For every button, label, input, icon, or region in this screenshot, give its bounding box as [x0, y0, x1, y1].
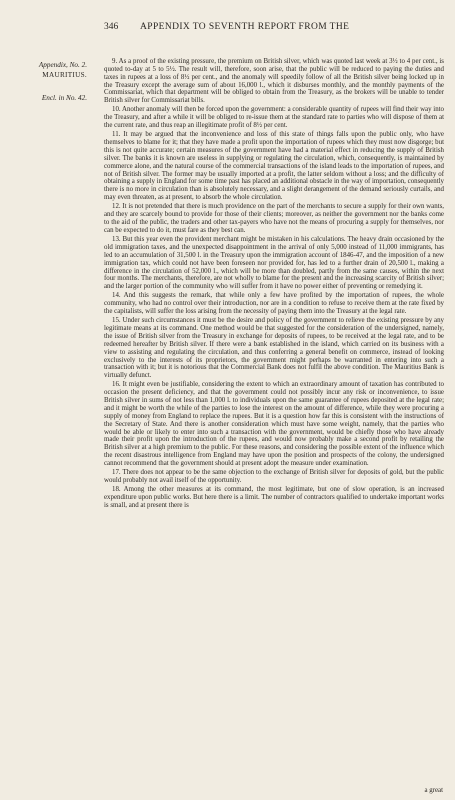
running-title: APPENDIX TO SEVENTH REPORT FROM THE — [140, 22, 350, 32]
margin-note-appendix: Appendix, No. 2. — [38, 61, 87, 69]
paragraph-13: 13. But this year even the provident merchant might be mistaken in his calculations. The heavy drain occasioned by the old immigration taxes, and the unexpected disappointment in the arrival of only 5,000 instead of 11,000 immigrants, has led to an accumulation of 31,500 l. in the Treasury upon the immigration account of 1846-47, and the imposition of a new immigration tax, which could not have been foreseen nor provided for, has led to a further drain of 20,500 l., making a difference in the circulation of 52,000 l., which will be more than doubled, partly from the same causes, within the next four months. The merchants, therefore, are not wholly to blame for the present and the increasing scarcity of British silver; and the larger portion of the community who will suffer from it have no power either of preventing or remedying it. — [104, 236, 444, 291]
margin-note-enclosure: Encl. in No. 42. — [41, 94, 87, 102]
page-header — [0, 22, 455, 36]
paragraph-10: 10. Another anomaly will then be forced upon the government: a considerable quantity of rupees will find their way into the Treasury, and after a while it will be obliged to re-issue them at the standard rate to parties who will dispose of them at the current rate, and thus reap an illegitimate profit of 8½ per cent. — [104, 106, 444, 130]
paragraph-16: 16. It might even be justifiable, considering the extent to which an extraordinary amount of taxation has contributed to occasion the present deficiency, and that the government could not possibly incur any risk or inconvenience, to issue British silver in sums of not less than 1,000 l. to individuals upon the same guarantee of rupees deposited at the legal rate; and it might be worth the while of the parties to lose the interest on the amount of difference, while they were procuring a supply of money from England to replace the rupees. But it is a question how far this is consistent with the instructions of the Secretary of State. And there is another consideration which must have some weight, namely, that the parties who would be able or likely to enter into such a transaction with the government, would be chiefly those who have already made their profit upon the introduction of the rupees, and would now probably make a second profit by retailing the British silver at a high premium to the public. For these reasons, and considering the possible extent of the influence which the recent disastrous intelligence from England may have upon the position and prospects of the colony, the undersigned cannot recommend that the government should at present adopt the measure under examination. — [104, 381, 444, 467]
paragraph-12: 12. It is not pretended that there is much providence on the part of the merchants to secure a supply for their own wants, and they are scarcely bound to provide for those of their clients; moreover, as neither the government nor the banks come to the aid of the public, the traders and other tax-payers who have not the means of procuring a supply for themselves, nor can be expected to do it, must fare as they best can. — [104, 203, 444, 234]
page-number: 346 — [104, 22, 119, 32]
paragraph-9: 9. As a proof of the existing pressure, the premium on British silver, which was quoted last week at 3½ to 4 per cent., is quoted to-day at 5 to 5½. The result will, therefore, soon arise, that the public will be reduced to paying the duties and taxes in rupees at a loss of 8½ per cent., and the anomaly will speedily follow of all the British silver being locked up in the Treasury except the average sum of about 16,000 l., which it disburses monthly, and the monthly payments of the Commissariat, which that department will be obliged to obtain from the Treasury, as the brokers will be unable to tender British silver for Commissariat bills. — [104, 58, 444, 105]
body-text — [104, 58, 444, 790]
paragraph-14: 14. And this suggests the remark, that while only a few have profited by the importation of rupees, the whole community, who had no control over their introduction, nor are in a condition to refuse to receive them at the rate fixed by the capitalists, will suffer the loss arising from the necessity of paying them into the Treasury at the legal rate. — [104, 292, 444, 316]
paragraph-18: 18. Among the other measures at its command, the most legitimate, but one of slow operation, is an increased expenditure upon public works. But here there is a limit. The number of contractors qualified to undertake important works is small, and at present there is — [104, 486, 444, 509]
paragraph-11: 11. It may be argued that the inconvenience and loss of this state of things falls upon the public only, who have themselves to blame for it; that they have made a profit upon the importation of rupees which they must now disgorge; but this is not quite accurate; certain measures of the government have had a material effect in reducing the supply of British silver. The banks it is known are useless in supplying or regulating the circulation, which, consequently, is maintained by commerce alone, and the natural course of the commercial transactions of the island leads to the importation of rupees, and not of British silver. The former may be usually imported at a profit, the latter seldom without a loss; and the difficulty of obtaining a supply in England for some time past has placed an additional obstacle in the way of importation, consequently there is no more in circulation than is absolutely necessary, and a slight derangement of the demand seriously curtails, and may even threaten, as at present, to absorb the whole circulation. — [104, 131, 444, 202]
paragraph-15: 15. Under such circumstances it must be the desire and policy of the government to relieve the existing pressure by any legitimate means at its command. One method would be that suggested for the consideration of the undersigned, namely, the issue of British silver from the Treasury in exchange for deposits of rupees, to be received at the legal rate, and to be redeemed hereafter by British silver. If there were a bank established in the island, which carried on its business with a view to assisting and regulating the circulation, and thus conferring a general benefit on commerce, instead of looking exclusively to the interests of its proprietors, the government might perhaps be warranted in entering into such a transaction with it; but it is notorious that the Commercial Bank does not fulfil the above condition. The Mauritius Bank is virtually defunct. — [104, 317, 444, 380]
paragraph-17: 17. There does not appear to be the same objection to the exchange of British silver for deposits of gold, but the public would probably not avail itself of the opportunity. — [104, 469, 444, 484]
margin-note-colony: MAURITIUS. — [42, 71, 87, 79]
catchword: a great — [424, 787, 443, 794]
